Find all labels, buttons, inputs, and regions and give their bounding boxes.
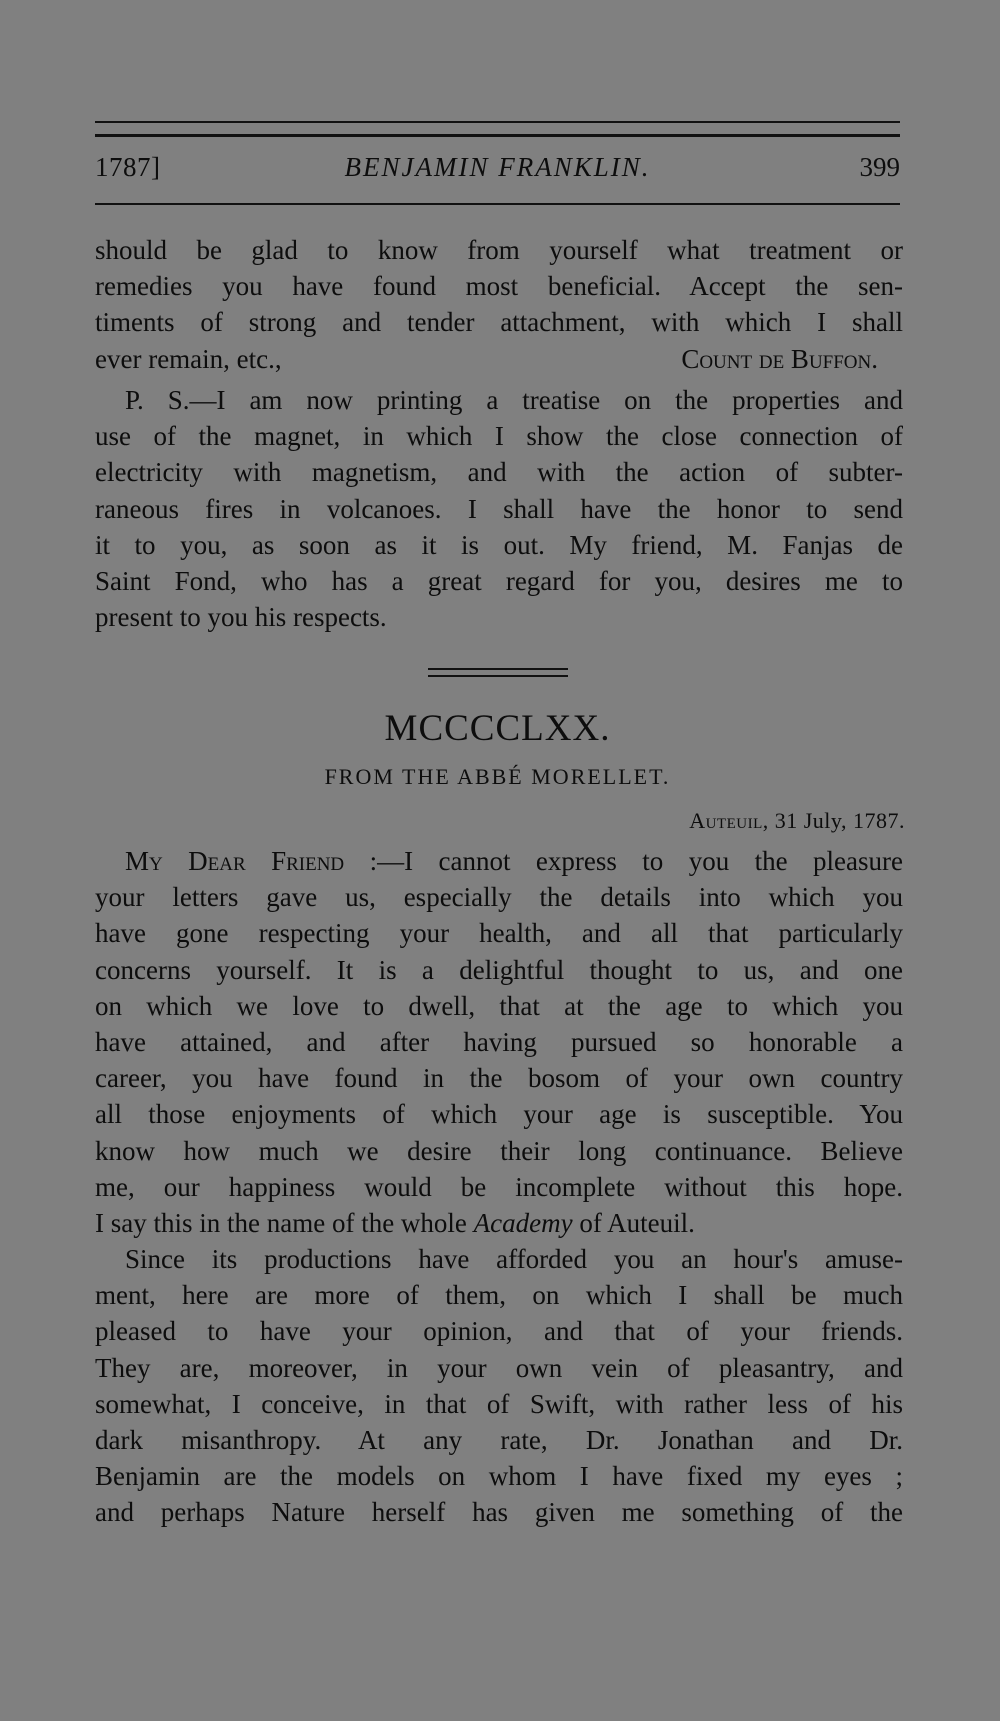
signature: Count de Buffon. [681,343,878,374]
text-line: somewhat, I conceive, in that of Swift, with rather less of his [95,1388,903,1419]
text-line: timents of strong and tender attachment, with which I shall [95,307,903,338]
first-line-rest: —I cannot express to you the pleasure [377,846,904,876]
closing-text: ever remain, etc., [95,343,282,374]
text-line: Since its productions have afforded you an hour's amuse- [125,1244,903,1275]
header-title: BENJAMIN FRANKLIN. [344,152,651,182]
text-line: raneous fires in volcanoes. I shall have the honor to send [95,493,903,524]
text-line: Saint Fond, who has a great regard for you, desires me to [95,565,903,596]
header-bottom-rule [95,203,900,205]
text-line: remedies you have found most beneficial. Accept the sen- [95,271,903,302]
header-top-rule-thin [95,121,900,123]
text-line: electricity with magnetism, and with the action of subter- [95,457,903,488]
academy-italic: Academy [473,1207,573,1238]
text-fragment: I say this in the name of the whole [95,1207,474,1238]
text-fragment: of Auteuil. [572,1207,695,1238]
text-line: Benjamin are the models on whom I have fixed my eyes ; [95,1461,903,1492]
text-line: on which we love to dwell, that at the age to which you [95,990,903,1021]
text-line: dark misanthropy. At any rate, Dr. Jonathan and Dr. [95,1425,903,1455]
section-divider-bottom [428,675,568,677]
closing-line [95,341,903,377]
text-line: all those enjoyments of which your age is susceptible. You [95,1099,903,1130]
letter-ending [95,232,903,377]
text-line: They are, moreover, in your own vein of pleasantry, and [95,1352,903,1383]
paragraph-last-line [95,1205,903,1241]
header-top-rule-thick [95,134,900,137]
text-line: and perhaps Nature herself has given me something of the [95,1497,903,1528]
text-line: use of the magnet, in which I show the close connection of [95,421,903,452]
text-line: present to you his respects. [95,602,387,633]
first-line [95,843,903,879]
salutation: My Dear Friend : [125,846,378,876]
text-line: have gone respecting your health, and all that particularly [95,918,903,949]
letter-number: MCCCCLXX. [384,708,611,749]
text-line: should be glad to know from yourself what treatment or [95,235,903,265]
text-line: me, our happiness would be incomplete without this hope. [95,1171,903,1202]
date-place: Auteuil, [689,808,769,833]
letter-source: FROM THE ABBÉ MORELLET. [324,764,671,789]
text-line: pleased to have your opinion, and that of your friends. [95,1316,903,1347]
letter-body [95,843,903,1531]
page-number: 399 [859,152,900,182]
text-line: have attained, and after having pursued so honorable a [95,1026,903,1057]
section-divider-top [428,668,568,670]
text-line: your letters gave us, especially the details into which you [95,882,903,913]
dateline [689,808,905,834]
header-year: 1787] [95,152,161,182]
running-header [95,152,900,192]
postscript [95,382,903,635]
text-line: know how much we desire their long continuance. Believe [95,1135,903,1166]
text-line: it to you, as soon as it is out. My friend, M. Fanjas de [95,529,903,560]
date-text: 31 July, 1787. [774,808,905,833]
text-line: P. S.—I am now printing a treatise on the properties and [125,385,903,415]
text-line: ment, here are more of them, on which I shall be much [95,1280,903,1311]
text-line: career, you have found in the bosom of your own country [95,1063,903,1094]
text-line: concerns yourself. It is a delightful thought to us, and one [95,954,903,985]
